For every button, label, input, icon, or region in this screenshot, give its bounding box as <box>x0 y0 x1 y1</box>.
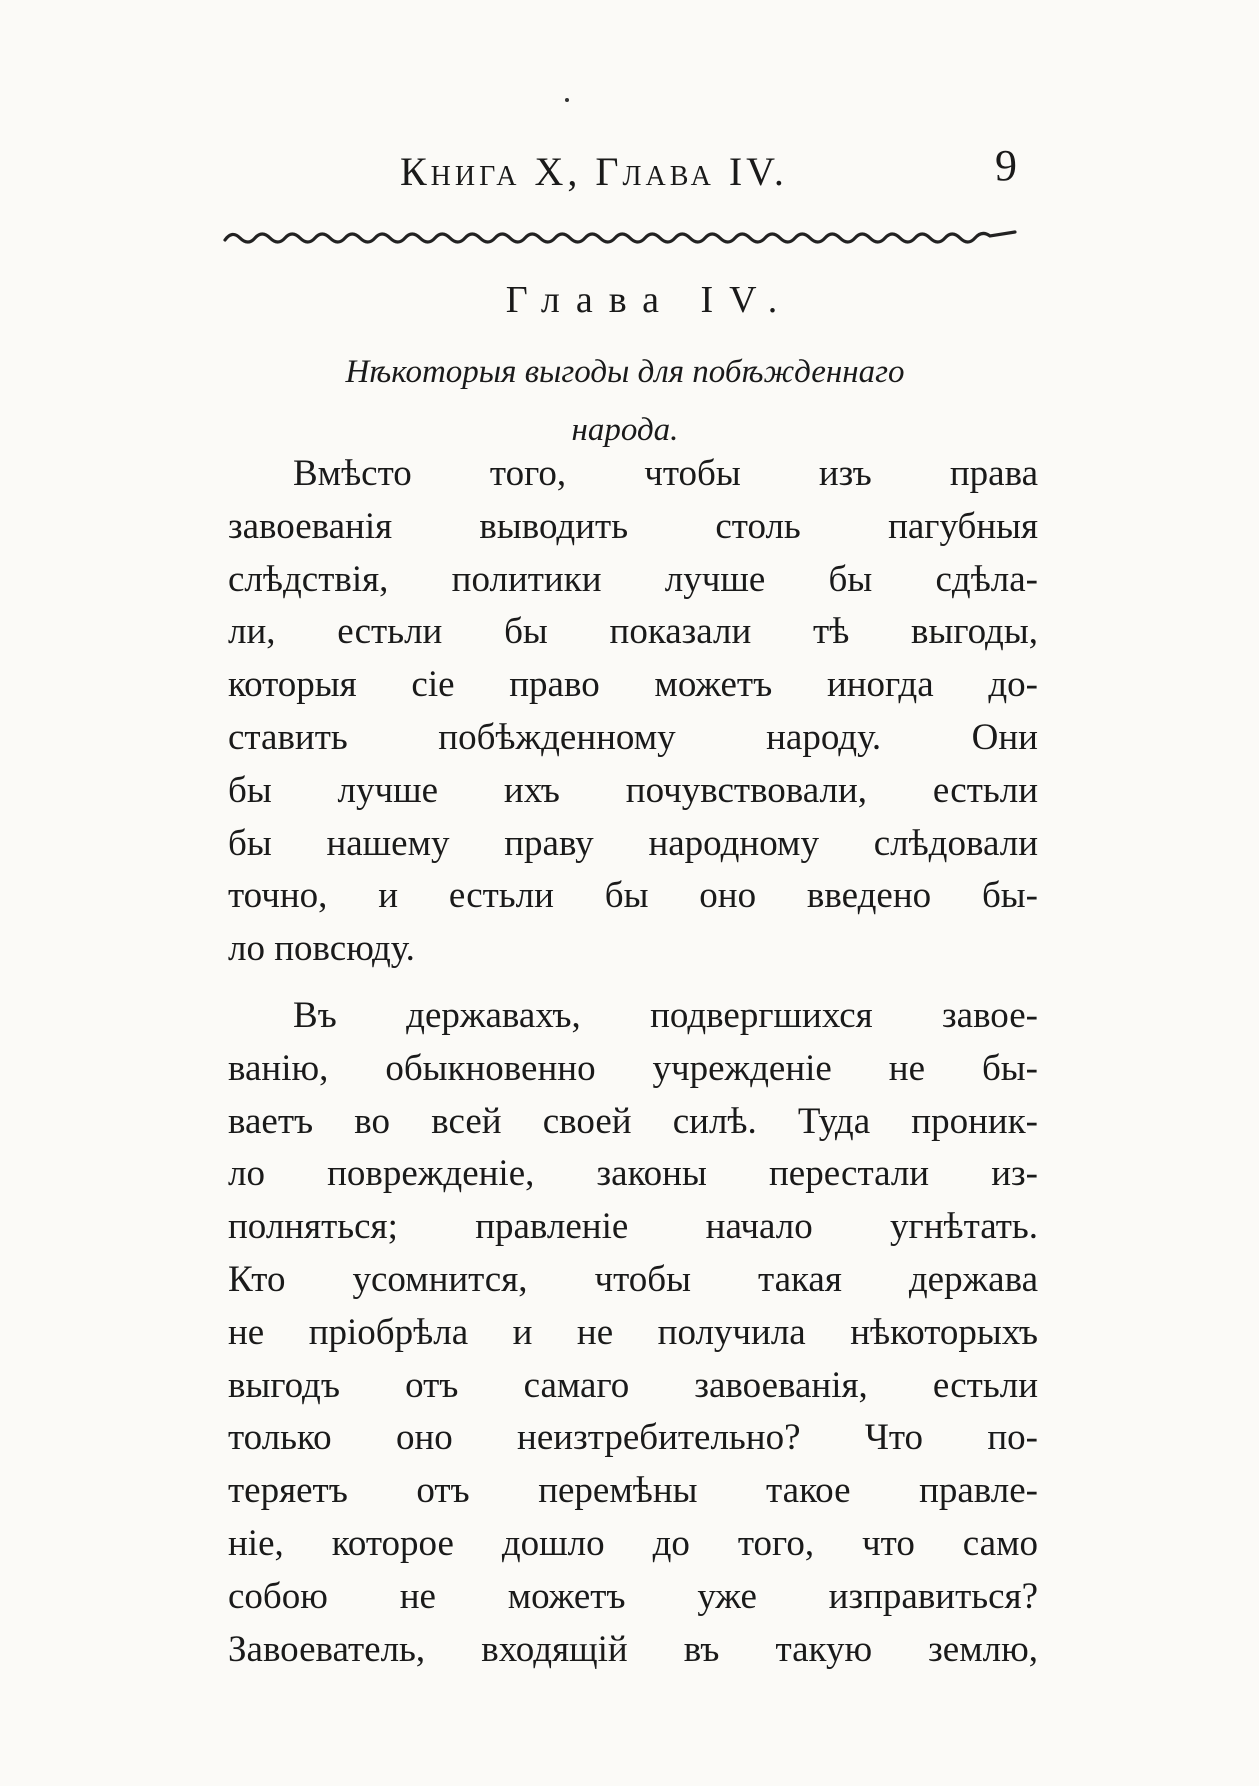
text-line: точно, и естьли бы оно введено бы- <box>228 875 1038 917</box>
text-line: завоеванія выводить столь пагубныя <box>228 505 1038 547</box>
text-line: которыя сіе право можетъ иногда до- <box>228 664 1038 706</box>
text-line: бы нашему праву народному слѣдовали <box>228 822 1038 864</box>
text-line: теряетъ отъ перемѣны такое правле- <box>228 1470 1038 1512</box>
chapter-title: Глава IV. <box>505 279 794 321</box>
text-line: Завоеватель, входящій въ такую землю, <box>228 1628 1038 1670</box>
text-line: ло повсюду. <box>228 928 415 970</box>
paragraph <box>228 990 1038 1676</box>
body-text <box>228 448 1038 1676</box>
text-line: ванію, обыкновенно учрежденіе не бы- <box>228 1047 1038 1089</box>
text-line: Вмѣсто того, чтобы изъ права <box>293 453 1038 494</box>
running-head: Книга X, Глава IV. <box>400 149 788 194</box>
text-line: выгодъ отъ самаго завоеванія, естьли <box>228 1364 1038 1406</box>
subtitle-line: народа. <box>571 412 679 448</box>
paragraph <box>228 448 1038 976</box>
text-line: только оно неизтребительно? Что по- <box>228 1417 1038 1459</box>
text-line: не пріобрѣла и не получила нѣкоторыхъ <box>228 1311 1038 1353</box>
chapter-subtitle <box>255 343 995 459</box>
text-line: полняться; правленіе начало угнѣтать. <box>228 1206 1038 1248</box>
ornamental-rule <box>220 222 1020 252</box>
printer-mark <box>565 98 569 102</box>
text-line: Въ державахъ, подвергшихся завое- <box>293 994 1038 1036</box>
text-line: Кто усомнится, чтобы такая держава <box>228 1258 1038 1300</box>
text-line: слѣдствія, политики лучше бы сдѣла- <box>228 558 1038 600</box>
text-line: бы лучше ихъ почувствовали, естьли <box>228 769 1038 811</box>
text-line: ніе, которое дошло до того, что само <box>228 1522 1038 1564</box>
text-line: ставить побѣжденному народу. Они <box>228 716 1038 758</box>
text-line: ваетъ во всей своей силѣ. Туда проник- <box>228 1100 1038 1142</box>
subtitle-line: Нѣкоторыя выгоды для побѣжденнаго <box>345 354 905 390</box>
text-line: собою не можетъ уже изправиться? <box>228 1575 1038 1617</box>
page-header <box>225 140 1025 200</box>
page-number: 9 <box>995 141 1017 190</box>
text-line: ло поврежденіе, законы перестали из- <box>228 1153 1038 1195</box>
text-line: ли, естьли бы показали тѣ выгоды, <box>228 611 1038 653</box>
